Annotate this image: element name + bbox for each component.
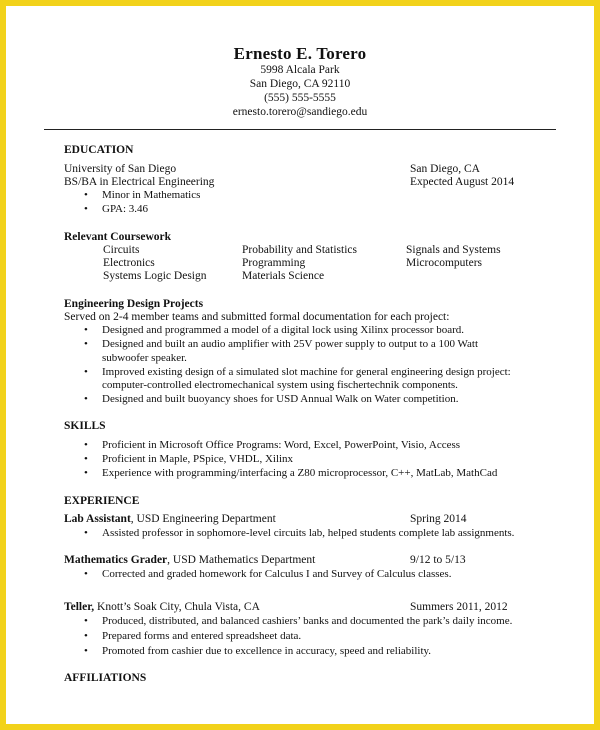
list-item: • Promoted from cashier due to excellence in accuracy, speed and reliability. — [84, 645, 88, 658]
list-item: • Designed and built an audio amplifier with 25V power supply to output to a 100 Watt — [84, 338, 88, 351]
projects-intro: Served on 2-4 member teams and submitted formal documentation for each project: — [64, 311, 450, 323]
skills-heading: SKILLS — [64, 420, 106, 432]
list-item: • Assisted professor in sophomore-level circuits lab, helped students complete lab assignments. — [84, 527, 88, 540]
list-item: • Prepared forms and entered spreadsheet data. — [84, 630, 88, 643]
job-org: Knott’s Soak City, Chula Vista, CA — [94, 601, 260, 613]
course-item: Probability and Statistics — [242, 244, 357, 256]
job-title-line — [64, 513, 276, 526]
course-item: Signals and Systems — [406, 244, 501, 256]
street-address: 5998 Alcala Park — [260, 64, 340, 76]
job-date: Spring 2014 — [410, 513, 467, 525]
list-item: • Minor in Mathematics — [84, 189, 88, 202]
course-item: Materials Science — [242, 270, 325, 282]
job-title: Lab Assistant — [64, 513, 131, 525]
list-item: • GPA: 3.46 — [84, 203, 88, 216]
course-item: Electronics — [103, 257, 155, 269]
job-org: , USD Mathematics Department — [167, 554, 316, 566]
header-divider — [44, 129, 556, 130]
list-item: • Proficient in Maple, PSpice, VHDL, Xilinx — [84, 453, 88, 466]
list-item: • Experience with programming/interfacing a Z80 microprocessor, C++, MatLab, MathCad — [84, 467, 88, 480]
list-item: • Produced, distributed, and balanced cashiers’ banks and documented the park’s daily income. — [84, 615, 88, 628]
education-heading: EDUCATION — [64, 144, 134, 156]
city-state-zip: San Diego, CA 92110 — [249, 78, 351, 90]
phone-number: (555) 555-5555 — [264, 92, 336, 104]
degree: BS/BA in Electrical Engineering — [64, 176, 215, 188]
list-item: • Designed and built buoyancy shoes for USD Annual Walk on Water competition. — [84, 393, 88, 406]
affiliations-heading: AFFILIATIONS — [64, 672, 147, 684]
list-item: • Proficient in Microsoft Office Programs: Word, Excel, PowerPoint, Visio, Access — [84, 439, 88, 452]
resume-page — [6, 6, 594, 724]
job-title-line — [64, 601, 260, 614]
job-date: Summers 2011, 2012 — [410, 601, 508, 613]
job-title: Mathematics Grader — [64, 554, 168, 566]
job-title: Teller, — [64, 601, 95, 613]
email-address: ernesto.torero@sandiego.edu — [232, 106, 368, 118]
job-title-line — [64, 554, 315, 567]
job-date: 9/12 to 5/13 — [410, 554, 466, 566]
list-item: • Designed and programmed a model of a digital lock using Xilinx processor board. — [84, 324, 88, 337]
candidate-name: Ernesto E. Torero — [233, 44, 367, 63]
coursework-heading: Relevant Coursework — [64, 231, 171, 243]
school-location: San Diego, CA — [410, 163, 480, 175]
course-item: Systems Logic Design — [103, 270, 207, 282]
school-name: University of San Diego — [64, 163, 177, 175]
course-item: Microcomputers — [406, 257, 483, 269]
course-item: Programming — [242, 257, 306, 269]
list-item-continuation: computer-controlled electromechanical system using fischertechnik components. — [102, 379, 458, 391]
job-org: , USD Engineering Department — [130, 513, 276, 525]
list-item: • Improved existing design of a simulated slot machine for general engineering design project: — [84, 366, 88, 379]
course-item: Circuits — [103, 244, 140, 256]
graduation-date: Expected August 2014 — [410, 176, 515, 188]
list-item-continuation: subwoofer speaker. — [102, 352, 187, 364]
list-item: • Corrected and graded homework for Calculus I and Survey of Calculus classes. — [84, 568, 88, 581]
experience-heading: EXPERIENCE — [64, 495, 140, 507]
projects-heading: Engineering Design Projects — [64, 298, 204, 310]
